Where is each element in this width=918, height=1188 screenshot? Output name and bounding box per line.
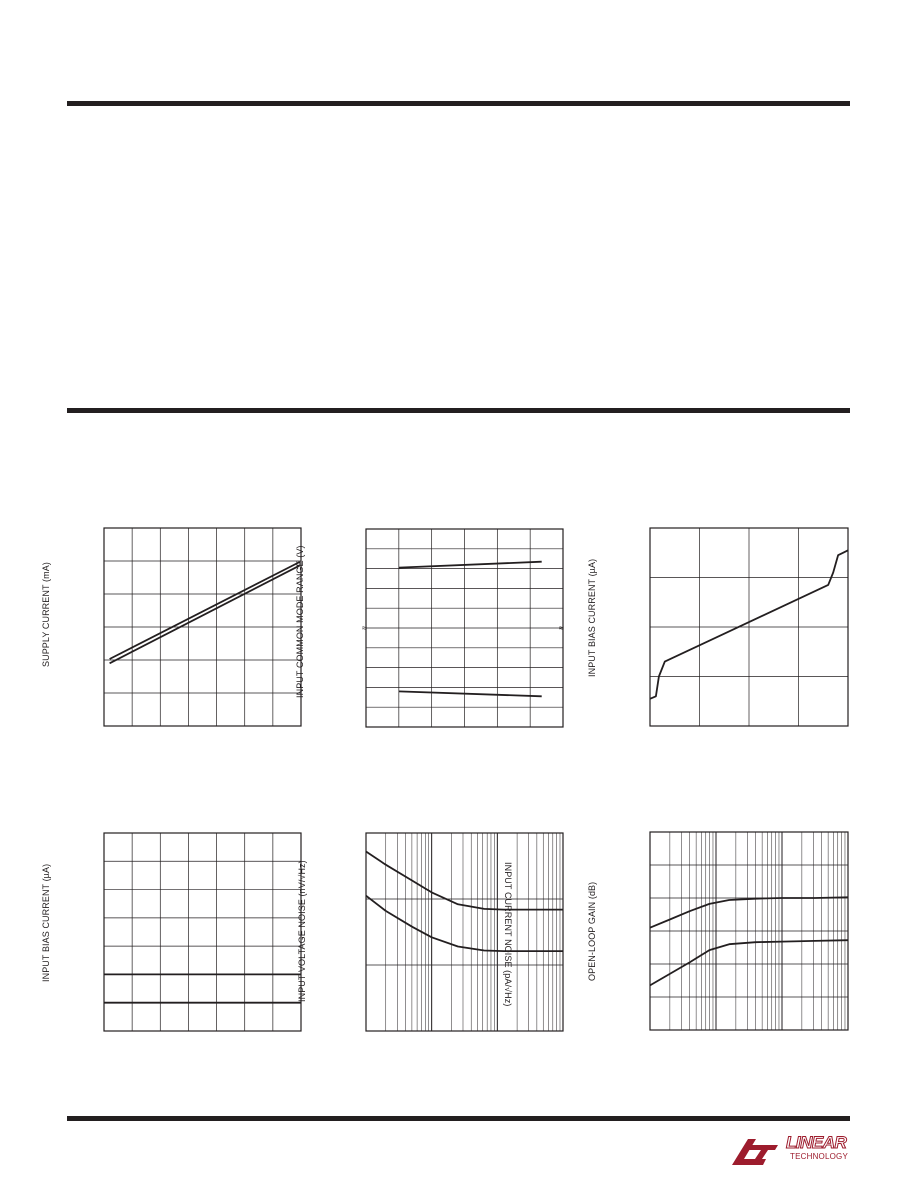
- y-axis-label: OPEN-LOOP GAIN (dB): [587, 881, 597, 981]
- y-axis-label-right: INPUT CURRENT NOISE (pA/√Hz): [503, 862, 513, 1007]
- series-line-2: [110, 566, 300, 664]
- linear-technology-logo: [730, 1131, 855, 1167]
- top-rule: [67, 101, 850, 106]
- axis-break-right-icon: ≈: [559, 623, 564, 633]
- chart-svg: [366, 529, 563, 727]
- footer-rule: [67, 1116, 850, 1121]
- series-line-2: [399, 691, 542, 696]
- chart-input-common-mode-range: [295, 529, 564, 727]
- series-line-2: [650, 940, 848, 985]
- axis-break-left-icon: ≈: [362, 623, 367, 633]
- y-axis-label: INPUT COMMON MODE RANGE (V): [295, 545, 305, 698]
- y-axis-label: INPUT BIAS CURRENT (µA): [41, 863, 51, 982]
- logo-sub: TECHNOLOGY: [790, 1152, 849, 1161]
- chart-input-bias-current-2: [41, 833, 301, 1031]
- plot-frame: [104, 833, 301, 1031]
- chart-svg: [366, 833, 563, 1031]
- series-line-1: [366, 852, 563, 910]
- chart-input-bias-current-1: [587, 528, 848, 726]
- logo-word: LINEAR: [786, 1133, 847, 1152]
- series-line-1: [110, 562, 300, 659]
- y-axis-label: INPUT VOLTAGE NOISE (nV/√Hz): [297, 860, 307, 1002]
- y-axis-label: INPUT BIAS CURRENT (µA): [587, 558, 597, 677]
- series-line-1: [399, 562, 542, 568]
- chart-svg: [104, 528, 301, 726]
- chart-svg: [104, 833, 301, 1031]
- chart-svg: [650, 528, 848, 726]
- chart-svg: [650, 832, 848, 1030]
- lt-logo-icon: [730, 1131, 790, 1167]
- y-axis-label: SUPPLY CURRENT (mA): [41, 562, 51, 667]
- series-line-1: [650, 897, 848, 927]
- plot-frame: [366, 833, 563, 1031]
- series-line-2: [366, 896, 563, 951]
- chart-supply-current: [41, 528, 301, 726]
- section-rule: [67, 408, 850, 413]
- chart-input-voltage-noise: [297, 833, 563, 1031]
- chart-open-loop-gain: [587, 832, 848, 1030]
